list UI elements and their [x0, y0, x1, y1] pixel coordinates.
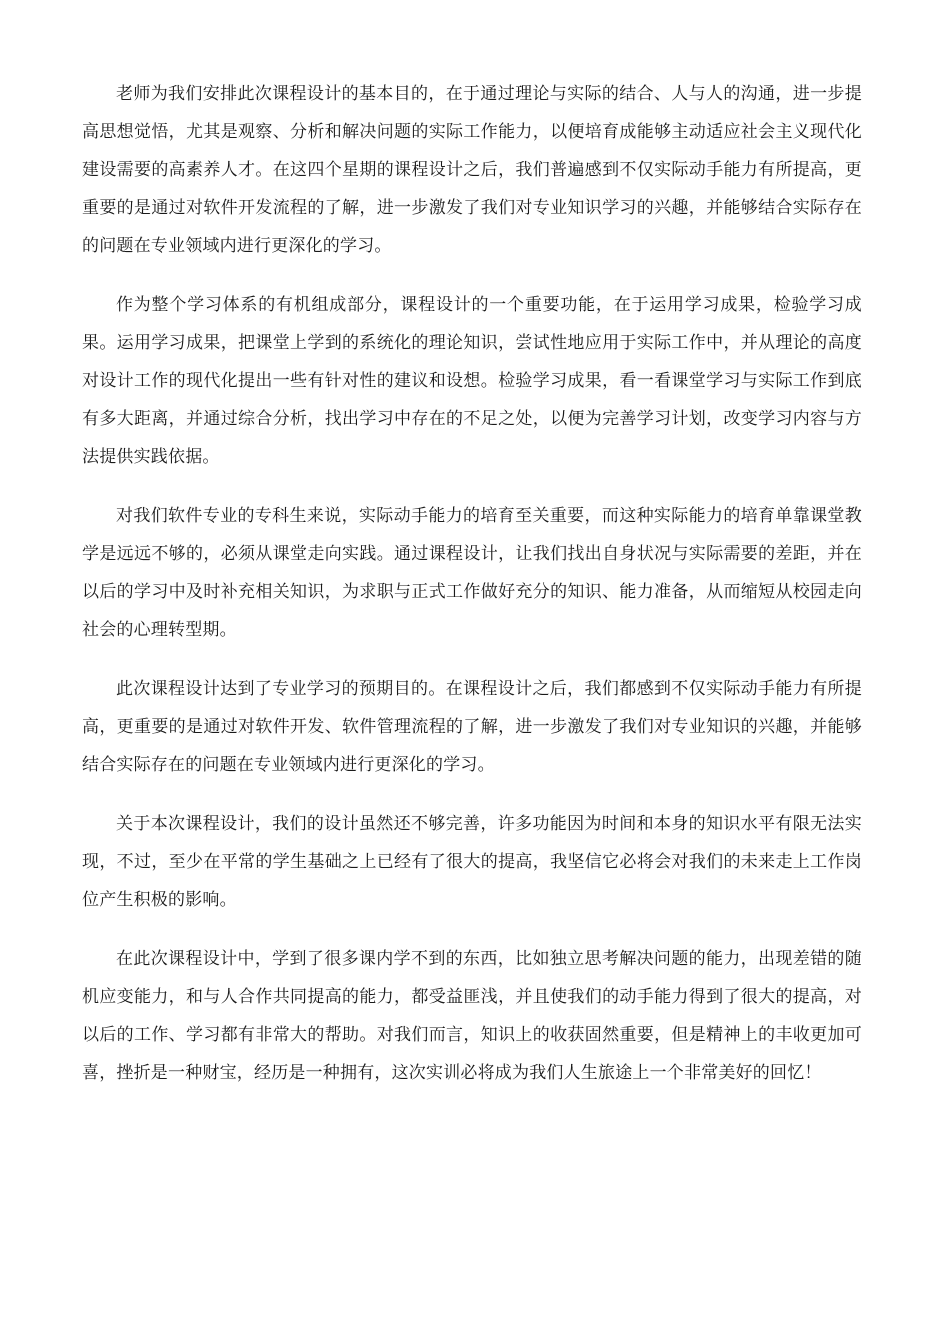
paragraph-6: 在此次课程设计中，学到了很多课内学不到的东西，比如独立思考解决问题的能力，出现差错的随机应变能力，和与人合作共同提高的能力，都受益匪浅，并且使我们的动手能力得到了很大的提高，对以后的工作、学习都有非常大的帮助。对我们而言，知识上的收获固然重要，但是精神上的丰收更加可喜，挫折是一种财宝，经历是一种拥有，这次实训必将成为我们人生旅途上一个非常美好的回忆！: [82, 949, 862, 1083]
paragraph-2: 作为整个学习体系的有机组成部分，课程设计的一个重要功能，在于运用学习成果，检验学习成果。运用学习成果，把课堂上学到的系统化的理论知识，尝试性地应用于实际工作中，并从理论的高度对设计工作的现代化提出一些有针对性的建议和设想。检验学习成果，看一看课堂学习与实际工作到底有多大距离，并通过综合分析，找出学习中存在的不足之处，以便为完善学习计划，改变学习内容与方法提供实践依据。: [82, 295, 862, 467]
paragraph-1: 老师为我们安排此次课程设计的基本目的，在于通过理论与实际的结合、人与人的沟通，进一步提高思想觉悟，尤其是观察、分析和解决问题的实际工作能力，以便培育成能够主动适应社会主义现代化建设需要的高素养人才。在这四个星期的课程设计之后，我们普遍感到不仅实际动手能力有所提高，更重要的是通过对软件开发流程的了解，进一步激发了我们对专业知识学习的兴趣，并能够结合实际存在的问题在专业领域内进行更深化的学习。: [82, 84, 862, 256]
paragraph-3: 对我们软件专业的专科生来说，实际动手能力的培育至关重要，而这种实际能力的培育单靠课堂教学是远远不够的，必须从课堂走向实践。通过课程设计，让我们找出自身状况与实际需要的差距，并在以后的学习中及时补充相关知识，为求职与正式工作做好充分的知识、能力准备，从而缩短从校园走向社会的心理转型期。: [82, 506, 862, 640]
paragraph-4: 此次课程设计达到了专业学习的预期目的。在课程设计之后，我们都感到不仅实际动手能力有所提高，更重要的是通过对软件开发、软件管理流程的了解，进一步激发了我们对专业知识的兴趣，并能够结合实际存在的问题在专业领域内进行更深化的学习。: [82, 679, 862, 775]
paragraph-5: 关于本次课程设计，我们的设计虽然还不够完善，许多功能因为时间和本身的知识水平有限无法实现，不过，至少在平常的学生基础之上已经有了很大的提高，我坚信它必将会对我们的未来走上工作岗位产生积极的影响。: [82, 814, 862, 910]
document-body: [82, 75, 862, 1113]
